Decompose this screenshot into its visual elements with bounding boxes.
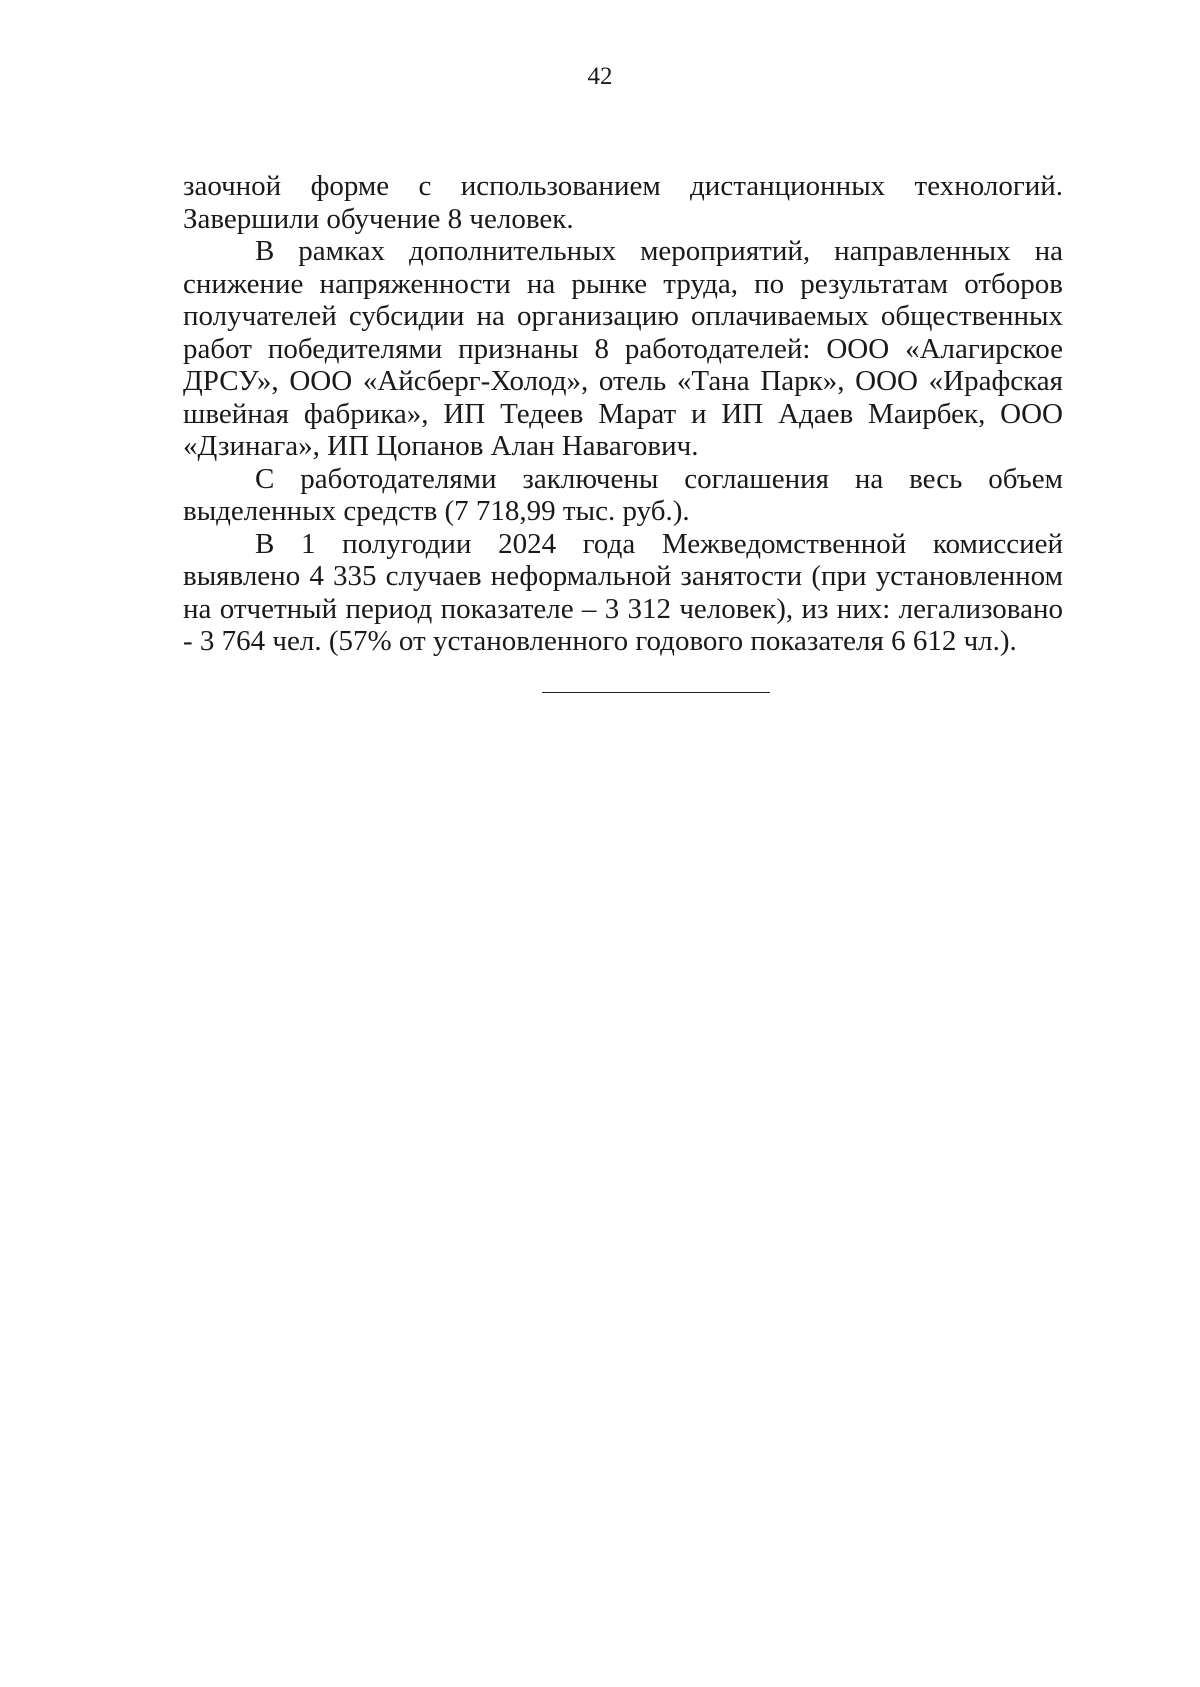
document-body [183,170,1063,658]
paragraph-agreements: С работодателями заключены соглашения на весь объем выделенных средств (7 718,99 тыс. руб.). [183,462,1063,527]
paragraph-continuation: заочной форме с использованием дистанционных технологий. Завершили обучение 8 человек. [183,170,1063,235]
end-divider-line [542,692,770,693]
page-number: 42 [587,63,613,90]
paragraph-public-works: В рамках дополнительных мероприятий, направленных на снижение напряженности на рынке труда, по результатам отборов получателей субсидии на организацию оплачиваемых общественных работ победителями признаны 8 работодателей: ООО «Алагирское ДРСУ», ООО «Айсберг-Холод», отель «Тана Парк», ООО «Ирафская швейная фабрика», ИП Тедеев Марат и ИП Адаев Маирбек, ООО «Дзинага», ИП Цопанов Алан Навагович. [183,235,1063,462]
paragraph-informal-employment: В 1 полугодии 2024 года Межведомственной комиссией выявлено 4 335 случаев неформальной занятости (при установленном на отчетный период показателе – 3 312 человек), из них: легализовано - 3 764 чел. (57% от установленного годового показателя 6 612 чл.). [183,527,1063,657]
